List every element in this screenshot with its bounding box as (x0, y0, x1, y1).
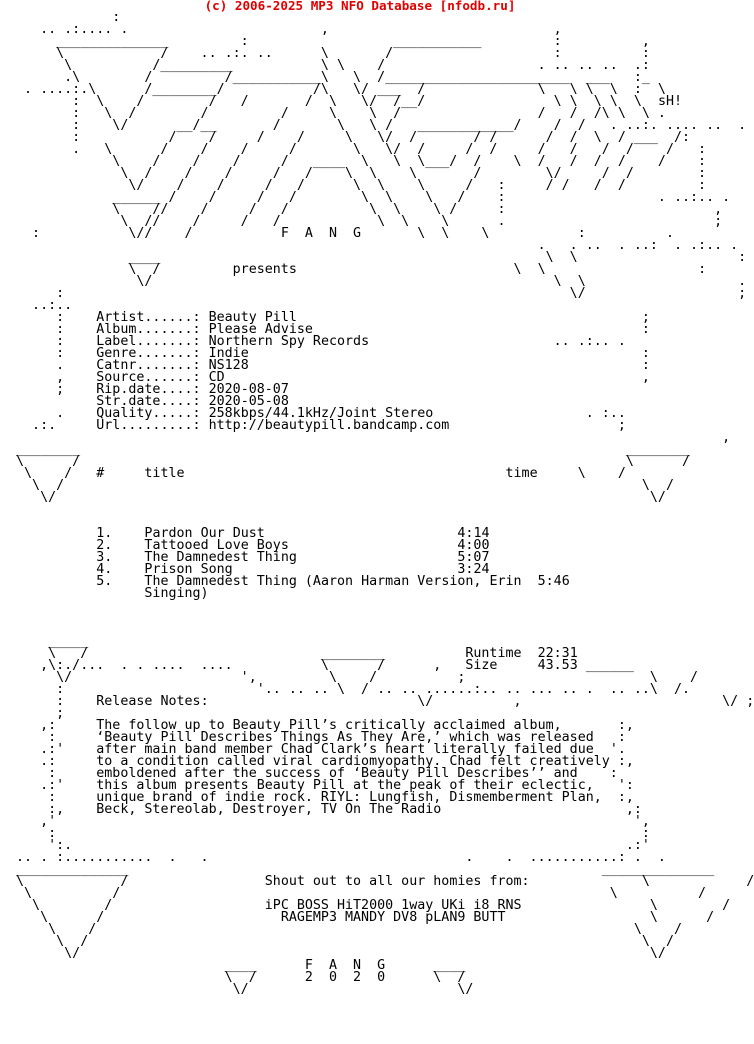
notes-line: ‘Beauty Pill Describes Things As They Are,’ which was released (96, 730, 594, 745)
runtime-value: 22:31 (537, 646, 578, 661)
track-title: Tattooed Love Boys (144, 538, 289, 553)
notes-line: unique brand of indie rock. RIYL: Lungfish, Dismemberment Plan, (96, 790, 602, 805)
nfo-document: : .. .:.... . , , ______________ : ___________ : , \ / .. .:. .. \ / : : \ /_________ \ \ / . .. .. .. .: .\ / /___________\ \ /_______________________ ___ :_ . ....:.\ /________/ /\ \/ ___ / \ \ \ \ : \ : \ / / / / \ \/ /__/ \ \ \ \ \ sH! : \ / / / \ \ / / / /\ \ \ . : \/ __/__ / \ \ / ____________/ / / . ..:. .... .. . : / / / / \ \/ / / / / / \ / ___ /: . \ / / / / \ \/ / / / / / / / / : \ / / / / ____ \ \ \___/ / \ / / / / / : \ / / / / / \ \ \ / \/ / / : \/ / / / / \ \ \ / : / / / / : ______ / / / / \ \ \ / : . ..:.. . \ // / / / \ \ \ / : , \ // / / / \ \ \ . ; : \// / F A N G \ \ \ : . . . .. . ..: . .:.. . ____ \ \ : \ / presents \ \ : \/ \ \ . : \/ ; ..:.. : Artist......: Beauty Pill ; : Album.......: Please Advise : : Label.......: Northern Spy Records .. .:.. . : Genre.......: Indie : . Catnr.......: NS128 : , Source......: CD , ; Rip.date....: 2020-08-07 Str.date....: 2020-05-08 . Quality.....: 258kbps/44.1kHz/Joint Stereo . :.. .:. Url.........: http://beautypill.bandcamp.com ; , ________ ________ \ / \ / \ / # title time \ / \ / \ / \/ \/ 1. Pardon Our Dust 4:14 2. Tattooed Love Boys 4:00 3. The Damnedest Thing 5:07 4. Prison Song 3:24 5. The Damnedest Thing (Aaron Harman Version, Erin 5:46 Singing) _____ \ / ________ Runtime 22:31 ,\:./... . . .... .... \ / , Size 43.53 ______ \/ ', \ / ; \ / : '.. .. .. \ / .. .. ......:.. .. ... .. . .. ..\ /. : Release Notes: \/ , \/ ; ; ,: The follow up to Beauty Pill’s critically acclaimed album, :, : ‘Beauty Pill Describes Things As They Are,’ which was released : .:' after main band member Chad Clark’s heart literally failed due '. .: to a condition called viral cardiomyopathy. Chad felt creatively :, : emboldened after the success of ‘Beauty Pill Describes’’ and : .:' this album presents Beauty Pill at the peak of their eclectic, ': : unique brand of indie rock. RIYL: Lungfish, Dismemberment Plan, :, :, Beck, Stereolab, Destroyer, TV On The Radio ,: ,' ', : : ':. .:' .. . :........... . . . . ...........: . . ______________ ______________ \ / Shout out to all our homies from: \ / \ / \ / \ / iPC BOSS HiT2000 1way UKi i8 RNS \ / \ / RAGEMP3 MANDY DV8 pLAN9 BUTT \ / \ / \ / \ / \ / \/ \/ ____ F A N G ____ \ / 2 0 2 0 \ / \/ \/ (16, 10, 754, 997)
quality-label: Quality.....: (96, 406, 201, 421)
ripdate-value: 2020-08-07 (208, 382, 289, 397)
notes-line: to a condition called viral cardiomyopathy. Chad felt creatively (96, 754, 610, 769)
release-notes-heading: Release Notes: (96, 694, 209, 709)
track-title: Prison Song (144, 562, 233, 577)
col-num-header: # (96, 466, 105, 481)
album-value: Please Advise (208, 322, 313, 337)
groups-line-1: iPC BOSS HiT2000 1way UKi i8 RNS (264, 898, 522, 913)
artist-value: Beauty Pill (208, 310, 297, 325)
catnr-value: NS128 (208, 358, 249, 373)
groups-line-2: RAGEMP3 MANDY DV8 pLAN9 BUTT (280, 910, 506, 925)
track-title: The Damnedest Thing (Aaron Harman Version, Erin (144, 574, 522, 589)
url-value[interactable]: http://beautypill.bandcamp.com (208, 418, 450, 433)
col-title-header: title (144, 466, 185, 481)
notes-line: Beck, Stereolab, Destroyer, TV On The Radio (96, 802, 442, 817)
footer-year: 2 0 2 0 (304, 970, 386, 985)
track-title: The Damnedest Thing (144, 550, 297, 565)
release-tag: sH! (657, 94, 683, 109)
strdate-label: Str.date....: (96, 394, 201, 409)
label-value: Northern Spy Records (208, 334, 370, 349)
size-label: Size (465, 658, 498, 673)
source-label: Source......: (96, 370, 201, 385)
catnr-label: Catnr.......: (96, 358, 201, 373)
track-num: 5. (96, 574, 113, 589)
track-time: 5:46 (537, 574, 570, 589)
track-num: 2. (96, 538, 113, 553)
genre-label: Genre.......: (96, 346, 201, 361)
strdate-value: 2020-05-08 (208, 394, 289, 409)
presents-label: presents (232, 262, 297, 277)
notes-line: emboldened after the success of ‘Beauty Pill Describes’’ and (96, 766, 578, 781)
track-title-continued: Singing) (144, 586, 209, 601)
album-label: Album.......: (96, 322, 201, 337)
track-time: 4:00 (457, 538, 490, 553)
copyright-link[interactable]: (c) 2006-2025 MP3 NFO Database [nfodb.ru] (204, 0, 516, 13)
track-num: 4. (96, 562, 113, 577)
track-num: 3. (96, 550, 113, 565)
track-time: 4:14 (457, 526, 490, 541)
track-time: 5:07 (457, 550, 490, 565)
notes-line: after main band member Chad Clark’s heart literally failed due (96, 742, 594, 757)
track-num: 1. (96, 526, 113, 541)
ripdate-label: Rip.date....: (96, 382, 201, 397)
label-label: Label.......: (96, 334, 201, 349)
footer-group-name: F A N G (304, 958, 386, 973)
genre-value: Indie (208, 346, 249, 361)
shoutout-line: Shout out to all our homies from: (264, 874, 530, 889)
url-label: Url.........: (96, 418, 201, 433)
col-time-header: time (505, 466, 538, 481)
track-title: Pardon Our Dust (144, 526, 265, 541)
size-value: 43.53 (537, 658, 578, 673)
track-time: 3:24 (457, 562, 490, 577)
notes-line: The follow up to Beauty Pill’s critically acclaimed album, (96, 718, 562, 733)
source-value: CD (208, 370, 225, 385)
quality-value: 258kbps/44.1kHz/Joint Stereo (208, 406, 434, 421)
runtime-label: Runtime (465, 646, 522, 661)
artist-label: Artist......: (96, 310, 201, 325)
notes-line: this album presents Beauty Pill at the peak of their eclectic, (96, 778, 594, 793)
group-name: F A N G (280, 226, 362, 241)
